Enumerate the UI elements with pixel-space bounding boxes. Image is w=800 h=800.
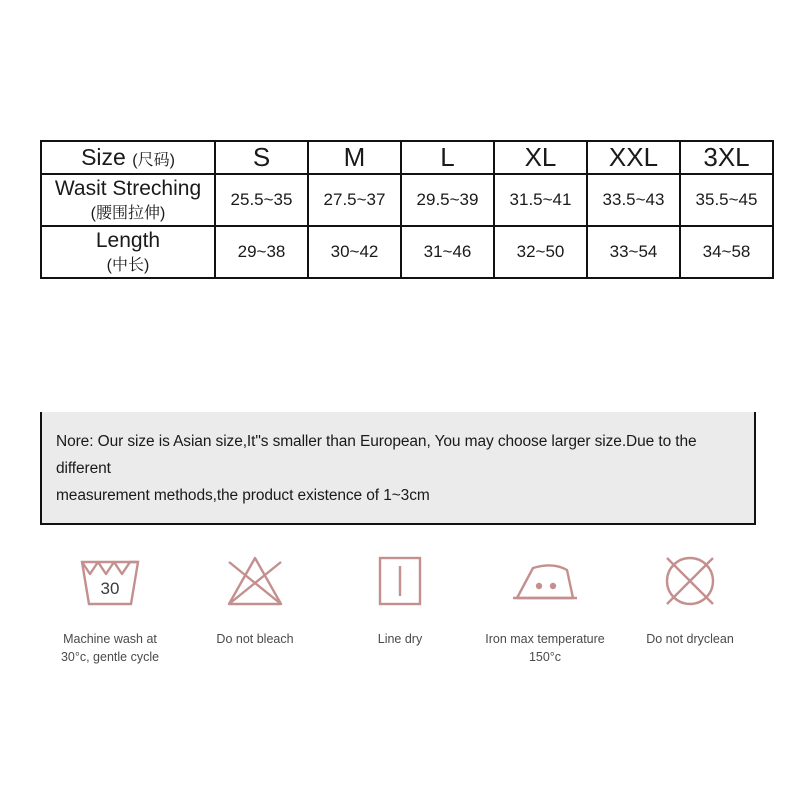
svg-text:30: 30	[100, 579, 120, 598]
header-size-3xl: 3XL	[680, 141, 773, 174]
care-item-do-not-dryclean	[620, 540, 760, 648]
table-row	[41, 174, 773, 226]
care-instructions-row	[40, 540, 760, 666]
length-value-xl: 32~50	[494, 226, 587, 278]
machine-wash-30-icon	[40, 540, 180, 622]
row-label-waist-cn: (腰围拉伸)	[90, 205, 166, 223]
size-note-band	[40, 412, 756, 525]
length-value-l: 31~46	[401, 226, 494, 278]
row-label-waist-en: Wasit Streching	[54, 177, 202, 200]
waist-value-m: 27.5~37	[308, 174, 401, 226]
header-size-xl: XL	[494, 141, 587, 174]
waist-value-xxl: 33.5~43	[587, 174, 680, 226]
waist-value-s: 25.5~35	[215, 174, 308, 226]
care-caption-line-dry	[330, 630, 470, 648]
table-row	[41, 226, 773, 278]
header-size-label-cn: (尺码)	[132, 152, 175, 170]
size-table-container	[40, 140, 760, 279]
row-label-length-cn: (中长)	[106, 257, 150, 275]
care-item-iron	[475, 540, 615, 666]
care-caption-do-not-bleach-line1: Do not bleach	[216, 632, 294, 646]
header-size-m: M	[308, 141, 401, 174]
row-label-length-en: Length	[95, 229, 161, 253]
care-caption-machine-wash	[40, 630, 180, 666]
care-caption-do-not-bleach	[185, 630, 325, 648]
header-size-xxl: XXL	[587, 141, 680, 174]
footer-whitespace	[0, 720, 800, 800]
header-size-s: S	[215, 141, 308, 174]
row-label-length	[41, 226, 215, 278]
care-caption-iron-line1: Iron max temperature 150°c	[485, 632, 605, 665]
care-caption-do-not-dryclean	[620, 630, 760, 648]
size-table	[40, 140, 774, 279]
length-value-3xl: 34~58	[680, 226, 773, 278]
header-size-l: L	[401, 141, 494, 174]
row-label-waist-streching	[41, 174, 215, 226]
length-value-s: 29~38	[215, 226, 308, 278]
care-item-machine-wash	[40, 540, 180, 666]
care-item-do-not-bleach	[185, 540, 325, 648]
do-not-dryclean-icon	[620, 540, 760, 622]
line-dry-icon	[330, 540, 470, 622]
size-note-line-1: Nore: Our size is Asian size,It"s smaller than European, You may choose larger size.Due to the different	[56, 433, 697, 478]
care-caption-machine-wash-line2: 30°c, gentle cycle	[60, 650, 160, 665]
size-note-line-2: measurement methods,the product existence of 1~3cm	[56, 487, 430, 505]
waist-value-l: 29.5~39	[401, 174, 494, 226]
care-caption-iron	[475, 630, 615, 666]
do-not-bleach-icon	[185, 540, 325, 622]
length-value-xxl: 33~54	[587, 226, 680, 278]
length-value-m: 30~42	[308, 226, 401, 278]
care-caption-machine-wash-line1: Machine wash at	[63, 632, 157, 646]
table-header-row	[41, 141, 773, 174]
header-size-label	[41, 141, 215, 174]
iron-max-150-icon	[475, 540, 615, 622]
waist-value-xl: 31.5~41	[494, 174, 587, 226]
header-size-label-en: Size	[81, 144, 126, 171]
care-caption-do-not-dryclean-line1: Do not dryclean	[646, 632, 734, 646]
care-caption-line-dry-line1: Line dry	[377, 632, 423, 646]
care-item-line-dry	[330, 540, 470, 648]
waist-value-3xl: 35.5~45	[680, 174, 773, 226]
